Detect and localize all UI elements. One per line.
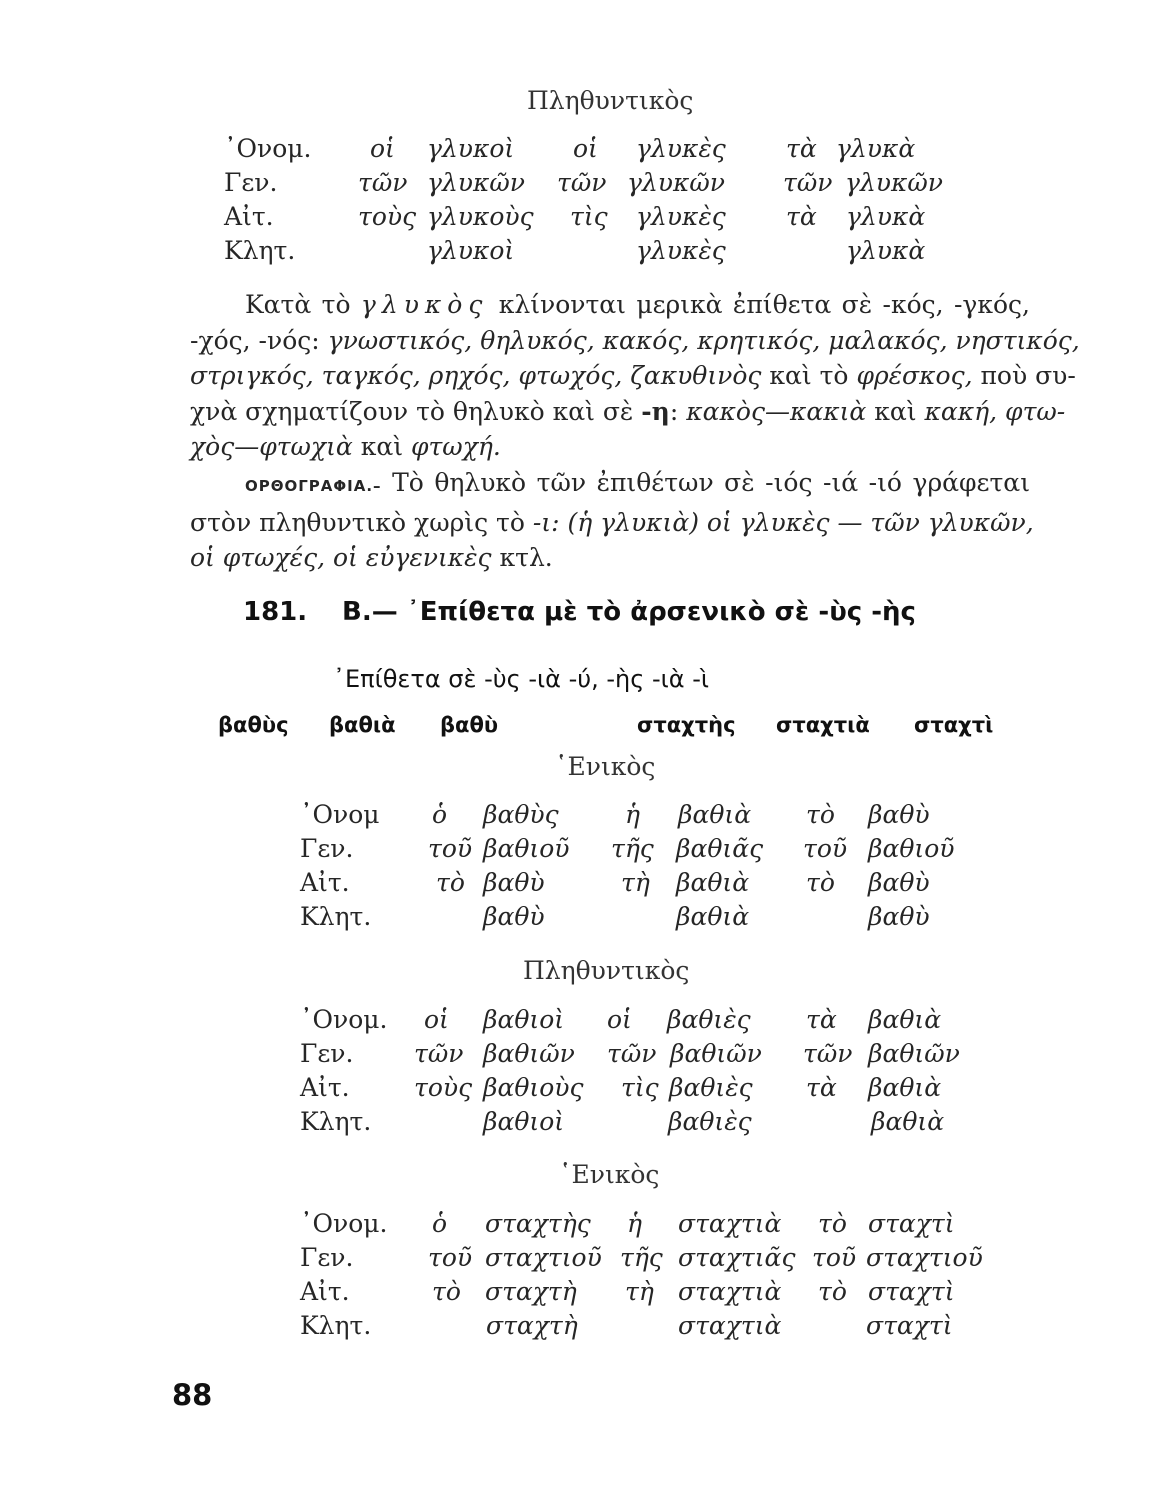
adjective-form: σταχτιᾶς: [678, 1243, 796, 1272]
adjective-form: βαθιὰ: [868, 1073, 942, 1102]
case-label: Κλητ.: [300, 1311, 372, 1340]
case-label: Γεν.: [300, 834, 354, 863]
paragraph-line: [190, 287, 1030, 323]
text: καὶ: [866, 396, 925, 426]
case-label: Κλητ.: [300, 902, 372, 931]
italic-text: γνωστικός, θηλυκός, κακός, κρητικός, μαλακός, νηστικός,: [327, 325, 1080, 355]
article: οἱ: [370, 134, 395, 163]
adjective-form: γλυκῶν: [427, 168, 525, 197]
text: στὸν πληθυντικὸ χωρὶς τὸ: [190, 507, 533, 537]
article: ἡ: [625, 800, 640, 829]
adjective-form: γλυκοὶ: [427, 236, 515, 265]
text: :: [669, 396, 687, 426]
form-label: βαθὺ: [440, 713, 499, 737]
adjective-form: βαθὺ: [483, 868, 545, 897]
article: τὸ: [432, 1277, 461, 1306]
adjective-form: γλυκὲς: [636, 134, 726, 163]
adjective-form: βαθιὰ: [676, 902, 750, 931]
paragraph-orthography: [190, 465, 1034, 576]
adjective-form: σταχτιοῦ: [866, 1243, 983, 1272]
section-number: 181.: [243, 597, 308, 627]
paragraph-line: [190, 505, 1034, 541]
orthography-label: ΟΡΘΟΓΡΑΦΙΑ.–: [245, 477, 382, 495]
case-label: Αἰτ.: [300, 868, 350, 897]
plural-heading: Πληθυντικὸς: [527, 86, 694, 115]
adjective-form: γλυκὰ: [846, 236, 926, 265]
form-label: σταχτὴς: [637, 713, 736, 737]
adjective-form: βαθιὲς: [668, 1107, 752, 1136]
adjective-form: βαθιὰ: [868, 1005, 942, 1034]
adjective-form: σταχτὶ: [868, 1277, 955, 1306]
paragraph-glykos-rule: [190, 287, 1080, 465]
page-number: 88: [172, 1378, 213, 1412]
article: τῶν: [414, 1039, 464, 1068]
article: ὁ: [432, 800, 448, 829]
adjective-form: γλυκοὺς: [427, 202, 534, 231]
section-subtitle: ᾿Επίθετα σὲ -ὺς -ιὰ -ύ, -ὴς -ιὰ -ὶ: [333, 665, 709, 693]
adjective-form: σταχτὴ: [486, 1311, 578, 1340]
form-label: βαθιὰ: [329, 713, 396, 737]
italic-text: κακή, φτω-: [924, 396, 1066, 426]
text: χνὰ σχηματίζουν τὸ θηλυκὸ καὶ σὲ: [190, 396, 642, 426]
adjective-form: γλυκὲς: [636, 202, 726, 231]
article: τῶν: [557, 168, 607, 197]
italic-text: οἱ φτωχές, οἱ εὐγενικὲς: [190, 543, 492, 572]
case-label: ᾿Ονομ: [300, 800, 380, 829]
article: τῶν: [607, 1039, 657, 1068]
article: τῶν: [358, 168, 408, 197]
article: τὶς: [621, 1073, 659, 1102]
article: τὸ: [818, 1209, 847, 1238]
paragraph-line: [190, 323, 1080, 359]
case-label: Γεν.: [300, 1243, 354, 1272]
case-label: Αἰτ.: [224, 202, 274, 231]
article: ἡ: [627, 1209, 642, 1238]
adjective-form: βαθιῶν: [670, 1039, 762, 1068]
article: ὁ: [432, 1209, 448, 1238]
text: -χός, -νός:: [190, 325, 328, 355]
adjective-form: βαθιὰ: [871, 1107, 945, 1136]
adjective-form: σταχτὶ: [866, 1311, 953, 1340]
text: καὶ: [352, 432, 411, 461]
italic-text: φτωχή.: [410, 432, 501, 461]
article: τῆς: [620, 1243, 663, 1272]
case-label: Κλητ.: [224, 236, 296, 265]
adjective-form: βαθὺ: [868, 868, 930, 897]
article: τοῦ: [428, 1243, 473, 1272]
article: τῶν: [803, 1039, 853, 1068]
section-title: Β.— ᾿Επίθετα μὲ τὸ ἀρσενικὸ σὲ -ὺς -ὴς: [342, 597, 916, 627]
adjective-form: βαθιῶν: [868, 1039, 960, 1068]
adjective-form: σταχτὴ: [485, 1277, 577, 1306]
case-label: Κλητ.: [300, 1107, 372, 1136]
text: ποὺ συ-: [972, 361, 1076, 390]
spaced-word: γλυκὸς: [360, 290, 489, 319]
italic-text: χὸς—φτωχιὰ: [190, 432, 353, 461]
paragraph-line: [190, 465, 1030, 505]
adjective-form: σταχτιὰ: [678, 1209, 782, 1238]
adjective-form: βαθὺ: [868, 902, 930, 931]
adjective-form: γλυκὰ: [846, 202, 926, 231]
adjective-form: γλυκὲς: [636, 236, 726, 265]
article: τὸ: [818, 1277, 847, 1306]
adjective-form: βαθιοὶ: [483, 1005, 565, 1034]
adjective-form: βαθιὰ: [678, 800, 752, 829]
form-label: σταχτιὰ: [776, 713, 870, 737]
article: τὰ: [786, 202, 817, 231]
case-label: Γεν.: [300, 1039, 354, 1068]
adjective-form: βαθιᾶς: [676, 834, 764, 863]
adjective-form: γλυκῶν: [627, 168, 725, 197]
adjective-form: γλυκὰ: [836, 134, 916, 163]
adjective-form: βαθιὲς: [667, 1005, 751, 1034]
form-label: βαθὺς: [218, 713, 289, 737]
bold-text: -η: [641, 396, 670, 426]
adjective-form: βαθιοῦ: [483, 834, 570, 863]
adjective-form: γλυκοὶ: [427, 134, 515, 163]
paragraph-line: [190, 429, 1030, 465]
adjective-form: σταχτιὰ: [678, 1277, 782, 1306]
case-label: Γεν.: [224, 168, 278, 197]
paragraph-line: [190, 358, 1076, 394]
italic-text: κακὸς—κακιὰ: [686, 396, 867, 426]
adjective-form: σταχτὴς: [485, 1209, 591, 1238]
text: καὶ τὸ: [761, 361, 857, 390]
adjective-form: βαθὺ: [483, 902, 545, 931]
adjective-form: βαθιοὺς: [483, 1073, 584, 1102]
article: οἱ: [424, 1005, 449, 1034]
case-label: Αἰτ.: [300, 1073, 350, 1102]
adjective-form: σταχτιοῦ: [485, 1243, 602, 1272]
article: τὴ: [621, 868, 650, 897]
form-label: σταχτὶ: [914, 713, 994, 737]
paragraph-line: [190, 540, 1030, 576]
article: τοὺς: [358, 202, 417, 231]
italic-text: φρέσκος,: [856, 361, 973, 390]
case-label: Αἰτ.: [300, 1277, 350, 1306]
article: οἱ: [573, 134, 598, 163]
italic-text: στριγκός, ταγκός, ρηχός, φτωχός, ζακυθινὸς: [190, 361, 762, 390]
text: κλίνονται μερικὰ ἐπίθετα σὲ -κός, -γκός,: [488, 290, 1030, 319]
case-label: ᾿Ονομ.: [300, 1005, 388, 1034]
article: οἱ: [607, 1005, 632, 1034]
plural-heading: Πληθυντικὸς: [523, 956, 690, 985]
adjective-form: σταχτὶ: [868, 1209, 955, 1238]
article: τοῦ: [812, 1243, 857, 1272]
singular-heading: ῾Ενικὸς: [559, 1160, 660, 1189]
article: τὴ: [625, 1277, 654, 1306]
singular-heading: ῾Ενικὸς: [555, 752, 656, 781]
article: τὰ: [806, 1005, 837, 1034]
article: τὰ: [806, 1073, 837, 1102]
article: τῶν: [783, 168, 833, 197]
article: τὶς: [570, 202, 608, 231]
adjective-form: βαθιοὶ: [483, 1107, 565, 1136]
adjective-form: γλυκῶν: [845, 168, 943, 197]
italic-text: -ι: (ἡ γλυκιὰ) οἱ γλυκὲς — τῶν γλυκῶν,: [532, 507, 1034, 537]
case-label: ᾿Ονομ.: [300, 1209, 388, 1238]
article: τῆς: [611, 834, 654, 863]
article: τὸ: [806, 800, 835, 829]
adjective-form: βαθιὰ: [676, 868, 750, 897]
paragraph-line: [190, 394, 1066, 430]
text: Τὸ θηλυκὸ τῶν ἐπιθέτων σὲ -ιός -ιά -ιό γράφεται: [381, 468, 1030, 497]
article: τοῦ: [428, 834, 473, 863]
article: τὸ: [806, 868, 835, 897]
case-label: ᾿Ονομ.: [224, 134, 312, 163]
adjective-form: βαθιῶν: [483, 1039, 575, 1068]
text: Κατὰ τὸ: [245, 290, 361, 319]
article: τοὺς: [414, 1073, 473, 1102]
text: κτλ.: [491, 543, 553, 572]
adjective-form: βαθιὲς: [669, 1073, 753, 1102]
article: τὰ: [786, 134, 817, 163]
article: τοῦ: [803, 834, 848, 863]
adjective-form: βαθὺς: [483, 800, 559, 829]
adjective-form: βαθιοῦ: [868, 834, 955, 863]
adjective-form: σταχτιὰ: [678, 1311, 782, 1340]
adjective-form: βαθὺ: [868, 800, 930, 829]
article: τὸ: [436, 868, 465, 897]
